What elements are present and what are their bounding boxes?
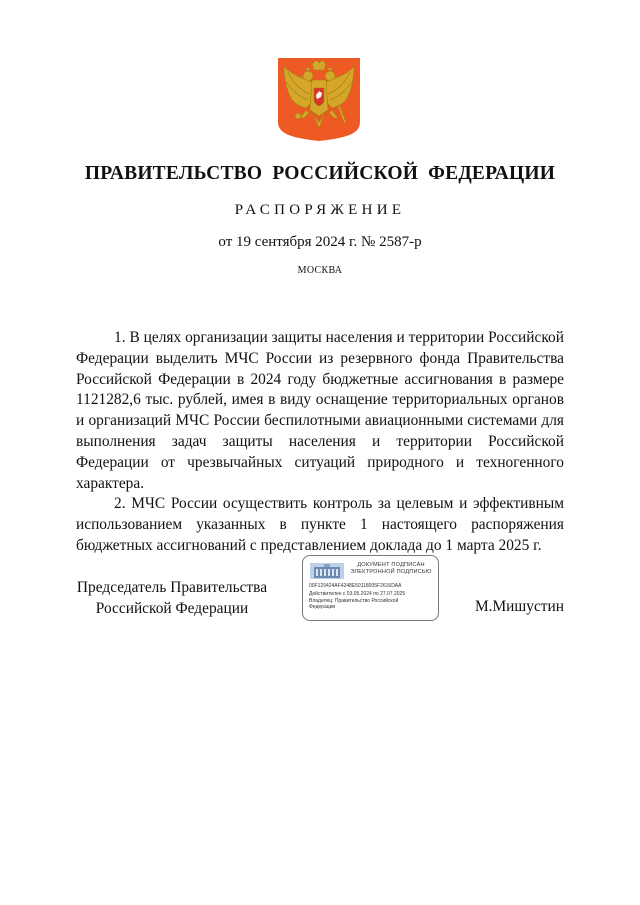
stamp-title-line: ДОКУМЕНТ ПОДПИСАН: [357, 562, 425, 568]
document-date-number: от 19 сентября 2024 г. № 2587-р: [218, 234, 422, 250]
electronic-signature-stamp: [302, 555, 439, 621]
stamp-certificate: 00F129424AF4248E50118005F2616DAA: [309, 583, 402, 589]
building-icon: [310, 563, 344, 579]
page-title: ПРАВИТЕЛЬСТВО РОССИЙСКОЙ ФЕДЕРАЦИИ: [84, 163, 556, 184]
signer-name: М.Мишустин: [474, 598, 564, 615]
stamp-title-line: ЭЛЕКТРОННОЙ ПОДПИСЬЮ: [350, 569, 432, 575]
signer-position: [72, 578, 272, 619]
signer-position-line: Российской Федерации: [95, 599, 249, 617]
stamp-validity: Действителен с 03.05.2024 по 27.07.2025: [309, 591, 406, 597]
document-city: МОСКВА: [297, 265, 343, 276]
stamp-owner: Владелец: Правительство Российской: [309, 598, 399, 604]
stamp-owner: Федерации: [309, 604, 336, 610]
document-type: РАСПОРЯЖЕНИЕ: [234, 202, 406, 218]
paragraph: 2. МЧС России осуществить контроль за целевым и эффективным использованием указанных в пункте 1 настоящего распоряжения бюджетных ассигнований с представлением доклада до 1 марта 2025 г.: [76, 495, 564, 554]
paragraph: 1. В целях организации защиты населения и территории Российской Федерации выделить МЧС России из резервного фонда Правительства Российской Федерации в 2024 году бюджетные ассигнования в размере 1121282,6 тыс. рублей, имея в виду оснащение территориальных органов и организаций МЧС России беспилотными авиационными системами для выполнения задач защиты населения и территории Российской Федерации от чрезвычайных ситуаций природного и техногенного характера.: [76, 329, 564, 492]
stamp-title: [346, 562, 436, 576]
document-body: [76, 328, 564, 557]
coat-of-arms-icon: [276, 56, 362, 142]
signer-position-line: Председатель Правительства: [76, 579, 268, 596]
